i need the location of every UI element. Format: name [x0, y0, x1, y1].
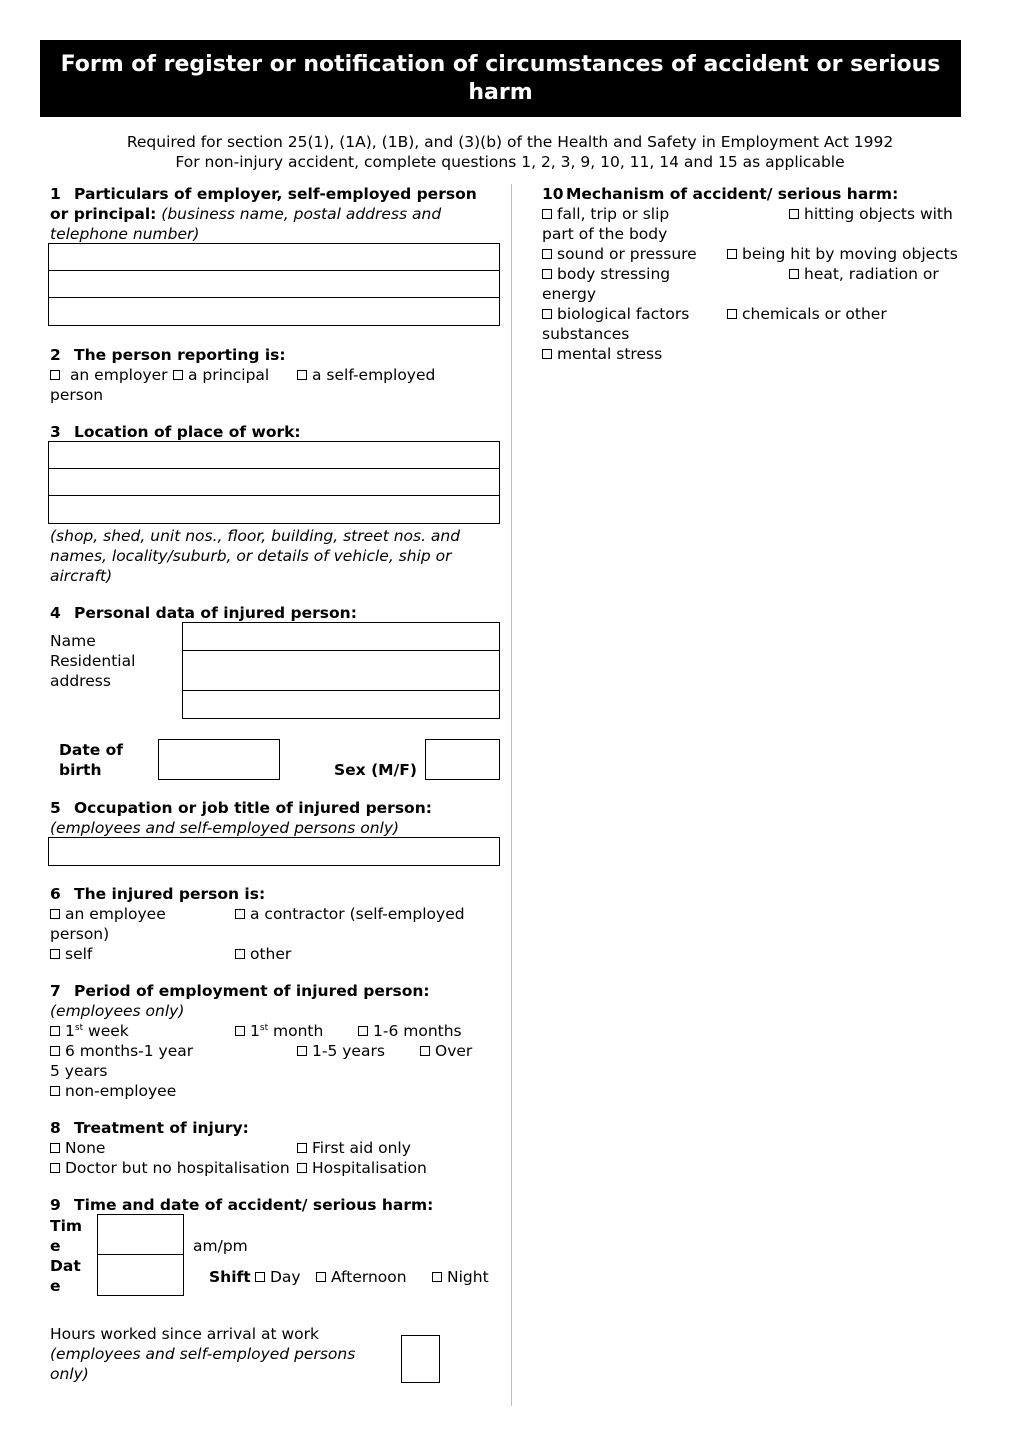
q7-over-label: Over	[435, 1042, 473, 1060]
q2-opt-employer-label: an employer	[69, 366, 168, 384]
q1-heading-italic-2: telephone number)	[50, 225, 200, 243]
q3-heading-row	[50, 422, 301, 442]
q1-field-line-3[interactable]	[48, 297, 500, 326]
q2-heading: The person reporting is:	[74, 346, 286, 364]
checkbox-icon[interactable]	[542, 209, 552, 219]
intro-line-1: Required for section 25(1), (1A), (1B), and (3)(b) of the Health and Safety in Employment Act 1992	[126, 133, 894, 151]
checkbox-icon[interactable]	[316, 1272, 326, 1282]
q7-month-text: month	[268, 1022, 324, 1040]
q10-opt-heat-cont: energy	[542, 285, 597, 303]
q9-hours-field[interactable]	[401, 1335, 440, 1383]
checkbox-icon[interactable]	[50, 949, 60, 959]
q10-mental-label: mental stress	[557, 345, 663, 363]
q2-opt-self-cont: person	[50, 386, 104, 404]
q7-month-sup: st	[259, 1023, 269, 1033]
q3-field-line-3[interactable]	[48, 495, 500, 524]
q10-opt-body[interactable]	[542, 264, 670, 284]
q10-heading: Mechanism of accident/ serious harm:	[566, 185, 899, 203]
q8-none-label: None	[65, 1139, 106, 1157]
q10-heading-row	[542, 184, 898, 204]
q9-hours-note-1: (employees and self-employed persons	[50, 1345, 356, 1363]
q9-ampm-label: am/pm	[193, 1237, 248, 1255]
q10-opt-hitting-cont: part of the body	[542, 225, 668, 243]
checkbox-icon[interactable]	[727, 309, 737, 319]
q6-heading-row	[50, 884, 265, 904]
q9-opt-night[interactable]	[432, 1267, 489, 1287]
q7-non-label: non-employee	[65, 1082, 177, 1100]
q7-1-6-label: 1-6 months	[373, 1022, 462, 1040]
q10-bio-label: biological factors	[557, 305, 690, 323]
q7-opt-first-week[interactable]	[50, 1021, 129, 1041]
q6-opt-employee[interactable]	[50, 904, 166, 924]
q2-opt-self[interactable]	[297, 365, 435, 385]
checkbox-icon[interactable]	[297, 1163, 307, 1173]
q7-note: (employees only)	[50, 1002, 185, 1020]
q10-opt-hitting[interactable]	[789, 204, 953, 224]
checkbox-icon[interactable]	[50, 909, 60, 919]
q6-opt-contractor-cont: person)	[50, 925, 110, 943]
q10-opt-fall[interactable]	[542, 204, 669, 224]
q9-night-label: Night	[447, 1268, 489, 1286]
q7-heading-row	[50, 981, 430, 1001]
checkbox-icon[interactable]	[50, 1086, 60, 1096]
q6-heading: The injured person is:	[74, 885, 266, 903]
q7-month-num: 1	[250, 1022, 260, 1040]
q7-week-sup: st	[74, 1023, 84, 1033]
column-divider	[511, 184, 512, 1406]
q8-heading: Treatment of injury:	[74, 1119, 249, 1137]
intro-line-2: For non-injury accident, complete questions 1, 2, 3, 9, 10, 11, 14 and 15 as applicable	[175, 153, 845, 171]
q1-number: 1	[50, 185, 61, 203]
q3-field-line-1[interactable]	[48, 441, 500, 470]
q10-opt-chem[interactable]	[727, 304, 887, 324]
q1-field-line-2[interactable]	[48, 270, 500, 299]
q1-heading	[50, 184, 510, 244]
checkbox-icon[interactable]	[50, 1046, 60, 1056]
q6-opt-self-label: self	[65, 945, 93, 963]
checkbox-icon[interactable]	[297, 1046, 307, 1056]
q10-fall-label: fall, trip or slip	[557, 205, 670, 223]
q6-opt-other[interactable]	[235, 944, 291, 964]
checkbox-icon[interactable]	[50, 1026, 60, 1036]
checkbox-icon[interactable]	[50, 1143, 60, 1153]
q9-time-label-1: Tim	[50, 1217, 83, 1235]
q4-dob-label-1: Date of	[59, 741, 124, 759]
q5-occupation-field[interactable]	[48, 837, 500, 866]
q9-date-label-1: Dat	[50, 1257, 81, 1275]
q9-shift-label: Shift	[209, 1268, 251, 1286]
q10-sound-label: sound or pressure	[557, 245, 697, 263]
q3-note-3: aircraft)	[50, 567, 113, 585]
q4-name-label: Name	[50, 632, 96, 650]
q10-number: 10	[542, 185, 564, 203]
q9-time-label-2: e	[50, 1237, 61, 1255]
q3-note-1: (shop, shed, unit nos., floor, building, street nos. and	[50, 527, 461, 545]
q7-opt-1-5-years[interactable]	[297, 1041, 385, 1061]
q1-heading-bold: Particulars of employer, self-employed person	[74, 185, 477, 203]
q10-heat-label: heat, radiation or	[804, 265, 939, 283]
checkbox-icon[interactable]	[789, 209, 799, 219]
q8-hosp-label: Hospitalisation	[312, 1159, 427, 1177]
q4-sex-field[interactable]	[425, 739, 500, 780]
q9-day-label: Day	[270, 1268, 301, 1286]
q7-heading: Period of employment of injured person:	[74, 982, 430, 1000]
checkbox-icon[interactable]	[358, 1026, 368, 1036]
q7-opt-over[interactable]	[420, 1041, 472, 1061]
q9-time-field[interactable]	[97, 1214, 184, 1256]
q8-opt-none[interactable]	[50, 1138, 105, 1158]
q9-opt-day[interactable]	[255, 1267, 301, 1287]
q5-number: 5	[50, 799, 61, 817]
q6-opt-other-label: other	[250, 945, 292, 963]
q8-heading-row	[50, 1118, 249, 1138]
q10-being-hit-label: being hit by moving objects	[742, 245, 958, 263]
q9-date-label-2: e	[50, 1277, 61, 1295]
q2-opt-self-label: a self-employed	[312, 366, 436, 384]
q7-opt-non-employee[interactable]	[50, 1081, 176, 1101]
q8-opt-first-aid[interactable]	[297, 1138, 411, 1158]
q9-opt-afternoon[interactable]	[316, 1267, 407, 1287]
q2-number: 2	[50, 346, 61, 364]
q7-opt-6m-1y[interactable]	[50, 1041, 193, 1061]
q1-field-line-1[interactable]	[48, 243, 500, 272]
checkbox-icon[interactable]	[727, 249, 737, 259]
q9-number: 9	[50, 1196, 61, 1214]
q5-heading-row	[50, 798, 432, 818]
q3-heading: Location of place of work:	[74, 423, 301, 441]
q9-hours-note-2: only)	[50, 1365, 89, 1383]
q10-opt-sound[interactable]	[542, 244, 697, 264]
checkbox-icon[interactable]	[789, 269, 799, 279]
checkbox-icon[interactable]	[235, 1026, 245, 1036]
q4-heading-row	[50, 603, 357, 623]
q9-afternoon-label: Afternoon	[331, 1268, 407, 1286]
q4-address-label-1: Residential	[50, 652, 136, 670]
q7-opt-1-6-months[interactable]	[358, 1021, 462, 1041]
q5-note: (employees and self-employed persons only)	[50, 819, 400, 837]
q10-opt-bio[interactable]	[542, 304, 689, 324]
checkbox-icon[interactable]	[50, 370, 60, 380]
q10-body-label: body stressing	[557, 265, 671, 283]
q4-address-field-2[interactable]	[182, 690, 500, 719]
q4-address-label-2: address	[50, 672, 111, 690]
checkbox-icon[interactable]	[173, 370, 183, 380]
q1-heading-bold-2: or principal:	[50, 205, 157, 223]
q7-6m-1y-label: 6 months-1 year	[65, 1042, 194, 1060]
q8-opt-doctor[interactable]	[50, 1158, 290, 1178]
q2-opt-employer[interactable]	[50, 365, 168, 385]
q4-name-field[interactable]	[182, 622, 500, 652]
q5-heading: Occupation or job title of injured person:	[74, 799, 432, 817]
q10-opt-heat[interactable]	[789, 264, 939, 284]
q4-address-field-1[interactable]	[182, 650, 500, 692]
checkbox-icon[interactable]	[420, 1046, 430, 1056]
q8-number: 8	[50, 1119, 61, 1137]
q7-opt-over-cont: 5 years	[50, 1062, 108, 1080]
q8-first-aid-label: First aid only	[312, 1139, 411, 1157]
q1-heading-italic: (business name, postal address and	[161, 205, 442, 223]
q7-number: 7	[50, 982, 61, 1000]
q2-block	[50, 345, 510, 365]
checkbox-icon[interactable]	[235, 949, 245, 959]
q10-chem-label: chemicals or other	[742, 305, 887, 323]
q6-opt-contractor[interactable]	[235, 904, 465, 924]
q10-hitting-label: hitting objects with	[804, 205, 953, 223]
checkbox-icon[interactable]	[542, 349, 552, 359]
q6-opt-self[interactable]	[50, 944, 92, 964]
q8-opt-hospitalisation[interactable]	[297, 1158, 427, 1178]
q7-1-5-label: 1-5 years	[312, 1042, 385, 1060]
checkbox-icon[interactable]	[50, 1163, 60, 1173]
checkbox-icon[interactable]	[542, 309, 552, 319]
q8-doctor-label: Doctor but no hospitalisation	[65, 1159, 290, 1177]
checkbox-icon[interactable]	[235, 909, 245, 919]
q4-number: 4	[50, 604, 61, 622]
q6-opt-employee-label: an employee	[65, 905, 166, 923]
q2-opt-principal[interactable]	[173, 365, 269, 385]
q4-sex-label: Sex (M/F)	[334, 761, 417, 779]
q7-week-num: 1	[65, 1022, 75, 1040]
q6-number: 6	[50, 885, 61, 903]
q7-week-text: week	[83, 1022, 129, 1040]
q3-note-2: names, locality/suburb, or details of vehicle, ship or	[50, 547, 452, 565]
q9-heading-row	[50, 1195, 433, 1215]
checkbox-icon[interactable]	[542, 249, 552, 259]
q4-dob-label-2: birth	[59, 761, 102, 779]
q9-heading: Time and date of accident/ serious harm:	[74, 1196, 434, 1214]
q9-hours-label: Hours worked since arrival at work	[50, 1325, 319, 1343]
q7-opt-first-month[interactable]	[235, 1021, 323, 1041]
q9-date-field[interactable]	[97, 1254, 184, 1296]
q3-note	[50, 526, 510, 586]
q3-field-line-2[interactable]	[48, 468, 500, 497]
q4-dob-field[interactable]	[158, 739, 280, 780]
q6-opt-contractor-label: a contractor (self-employed	[250, 905, 465, 923]
checkbox-icon[interactable]	[542, 269, 552, 279]
q10-opt-chem-cont: substances	[542, 325, 630, 343]
q10-opt-mental[interactable]	[542, 344, 662, 364]
checkbox-icon[interactable]	[297, 370, 307, 380]
q10-opt-being-hit[interactable]	[727, 244, 958, 264]
q2-opt-principal-label: a principal	[188, 366, 270, 384]
checkbox-icon[interactable]	[297, 1143, 307, 1153]
form-title: Form of register or notification of circumstances of accident or serious harm	[40, 40, 961, 117]
checkbox-icon[interactable]	[432, 1272, 442, 1282]
q4-heading: Personal data of injured person:	[74, 604, 357, 622]
checkbox-icon[interactable]	[255, 1272, 265, 1282]
q3-number: 3	[50, 423, 61, 441]
